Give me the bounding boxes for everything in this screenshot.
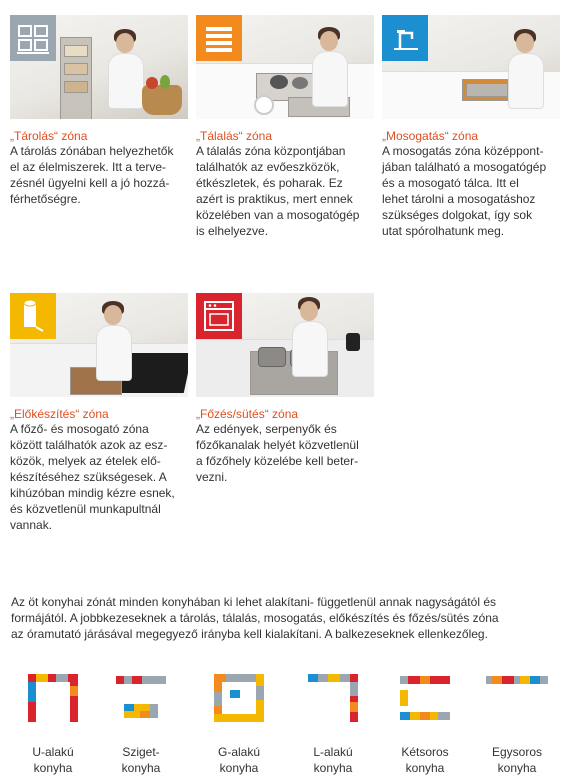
zone-serving [196,15,376,239]
layout-g-shaped [194,672,284,776]
island-diagram [114,672,168,724]
storage-photo [10,15,188,119]
zone-washing [382,15,562,239]
zone-description: Az edények, serpenyők és főzőkanalak helyét közvetlenül a főzőhely közelébe kell beter- vezni. [196,422,359,484]
zone-description: A főző- és mosogató zóna között találhatók azok az esz- közök, melyek az ételek elő- készítéséhez szükségesek. A kihúzóban mindig kézre esnek, és közvetlenül munkapultnál vannak. [10,422,175,532]
galley-diagram [398,672,452,724]
cooking-photo [196,293,374,397]
g-shaped-diagram [212,672,266,724]
dishes-icon [196,15,242,61]
zone-title: „Előkészítés“ zóna [10,407,109,421]
faucet-icon [382,15,428,61]
layout-label: G-alakú konyha [217,745,261,775]
u-shaped-diagram [26,672,80,724]
layout-l-shaped [288,672,378,776]
prep-photo [10,293,188,397]
oven-icon [196,293,242,339]
layout-u-shaped [8,672,98,776]
single-row-diagram [486,672,548,724]
layout-label: U-alakú konyha [32,745,74,775]
layout-label: L-alakú konyha [313,745,353,775]
l-shaped-diagram [306,672,360,724]
zone-description: A mosogatás zóna középpont- jában található a mosogatógép és a mosogató tálca. Itt el lehet tárolni a mosogatáshoz szükséges dolgokat, így sok utat spórolhatunk meg. [382,144,547,238]
paper-roll-icon [10,293,56,339]
layout-label: Kétsoros konyha [401,745,449,775]
zone-title: „Tárolás“ zóna [10,129,88,143]
serving-photo [196,15,374,119]
zone-storage [10,15,190,207]
storage-icon [10,15,56,61]
zone-prep [10,293,190,533]
layout-single-row [472,672,562,776]
zone-cooking [196,293,376,485]
zone-description: A tálalás zóna központjában találhatók az evőeszközök, étkészletek, és poharak. Ez azért is praktikus, mert ennek közelében van a mosogatógép is elhelyezve. [196,144,360,238]
layout-label: Egysoros konyha [491,745,543,775]
zone-description: A tárolás zónában helyezhetők el az élelmiszerek. Itt a terve- zésnél ügyelni kell a jó hozzá- férhetőségre. [10,144,174,206]
zone-title: „Tálalás“ zóna [196,129,273,143]
zone-title: „Főzés/sütés“ zóna [196,407,299,421]
washing-photo [382,15,560,119]
intro-paragraph: Az öt konyhai zónát minden konyhában ki lehet alakítani- függetlenül annak nagyságától és formájától. A jobbkezeseknek a tárolás, tálalás, mosogatás, előkészítés és főzés/sütés zóna az óramutató járásával megegyező irányba kell kialakítani. A balkezeseknek ellenkezőleg. [11,595,499,641]
zone-title: „Mosogatás“ zóna [382,129,479,143]
layout-galley [380,672,470,776]
layout-label: Sziget- konyha [121,745,161,775]
layout-island [96,672,186,776]
